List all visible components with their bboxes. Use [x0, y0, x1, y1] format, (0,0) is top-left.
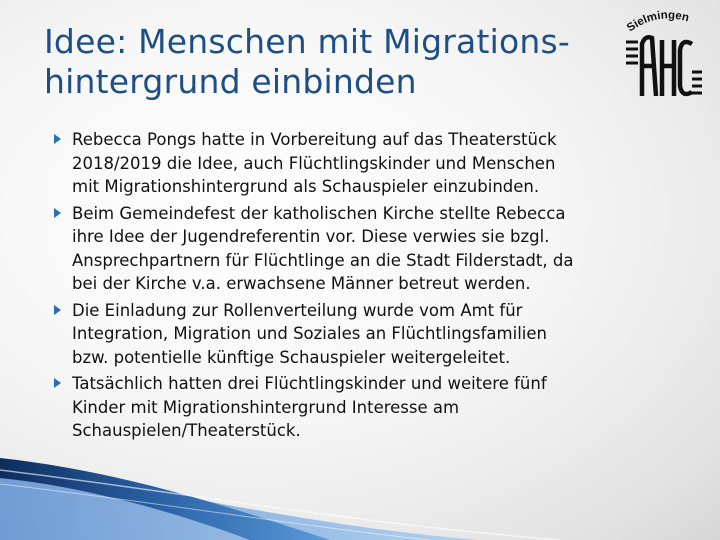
logo-arc-text: Sielmingen	[624, 9, 691, 35]
bullet-item	[52, 372, 664, 443]
bullet-line: Rebecca Pongs hatte in Vorbereitung auf das Theaterstück	[72, 130, 557, 149]
logo-monogram	[642, 37, 692, 96]
bullet-item	[52, 128, 664, 199]
bullet-list	[52, 128, 664, 446]
bullet-line: bzw. potentielle künftige Schauspieler weitergeleitet.	[72, 347, 511, 367]
svg-text:Sielmingen	[625, 9, 690, 34]
bullet-line: Die Einladung zur Rollenverteilung wurde vom Amt für	[72, 300, 523, 320]
bullet-line: mit Migrationshintergrund als Schauspieler einzubinden.	[72, 177, 540, 196]
bullet-item	[52, 299, 664, 370]
bullet-line: Tatsächlich hatten drei Flüchtlingskinder und weitere fünf	[72, 374, 547, 393]
bullet-item	[52, 202, 664, 296]
bullet-line: 2018/2019 die Idee, auch Flüchtlingskinder und Menschen	[72, 153, 556, 173]
bullet-line: bei der Kirche v.a. erwachsene Männer betreut werden.	[72, 274, 531, 293]
bullet-line: Beim Gemeindefest der katholischen Kirche stellte Rebecca	[72, 203, 566, 223]
bullet-line: Schauspielen/Theaterstück.	[72, 421, 301, 440]
title-line-2: hintergrund einbinden	[44, 62, 417, 101]
bullet-arrow-icon	[54, 134, 61, 144]
bullet-line: Integration, Migration und Soziales an Flüchtlingsfamilien	[72, 324, 547, 343]
bullet-arrow-icon	[54, 305, 61, 315]
slide-title	[44, 22, 614, 102]
title-line-1: Idee: Menschen mit Migrations-	[44, 22, 570, 61]
blue-wave-decoration	[0, 440, 720, 540]
bullet-line: ihre Idee der Jugendreferentin vor. Diese verwies sie bzgl.	[72, 227, 550, 246]
bullet-arrow-icon	[54, 378, 61, 388]
bullet-line: Ansprechpartnern für Flüchtlinge an die Stadt Filderstadt, da	[72, 250, 574, 270]
bullet-arrow-icon	[54, 208, 61, 218]
ahc-sielmingen-logo	[612, 4, 716, 104]
bullet-line: Kinder mit Migrationshintergrund Interesse am	[72, 397, 460, 417]
